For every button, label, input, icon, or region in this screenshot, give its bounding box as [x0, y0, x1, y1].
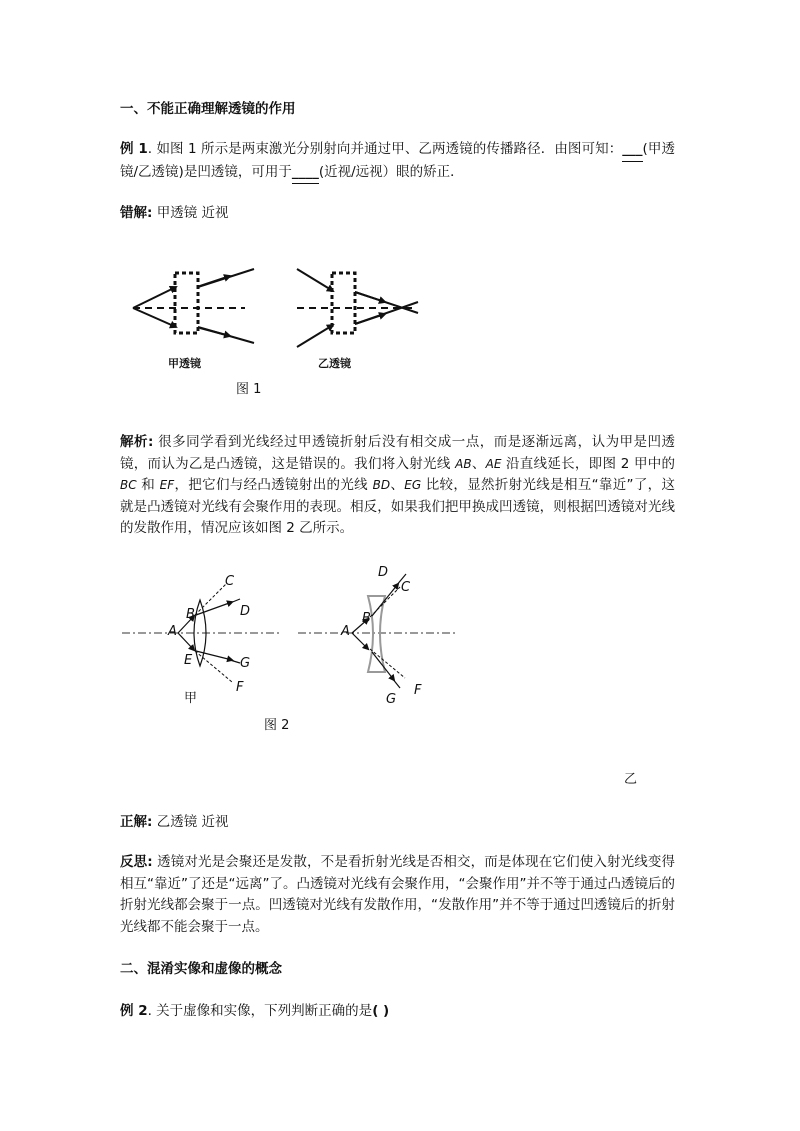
analysis-text-5: ，把它们与经凸透镜射出的光线	[174, 477, 373, 493]
fig2-left-label-a: A	[168, 624, 177, 639]
example-1-text-c: (近视/远视）眼的矫正．	[318, 163, 464, 180]
analysis-text-1: 很多同学看到光线经过甲透镜折射后没有相交成一点，而是逐渐远离，认为甲是凹透镜，而认为乙是凸透镜，这是错误的。我们将入射光线	[120, 434, 675, 472]
fig2-right-label-b: B	[362, 611, 371, 626]
figure-1-right-label: 乙透镜	[318, 357, 351, 370]
fig2-left-label-d: D	[240, 604, 251, 619]
section-1-title: 一、不能正确理解透镜的作用	[120, 101, 296, 117]
reflection-text: 透镜对光是会聚还是发散，不是看折射光线是否相交，而是体现在它们使入射光线变得相互“靠近”了还是“远离”了。凸透镜对光线有会聚作用，“会聚作用”并不等于通过凸透镜后的折射光线都会聚于一点。凹透镜对光线有发散作用，“发散作用”并不等于通过凹透镜后的折射光线都不能会聚于一点。	[120, 854, 675, 935]
concave-lens-diagram	[298, 574, 458, 688]
ray-bd: BD	[372, 478, 391, 492]
example-1	[120, 139, 675, 184]
correct-answer-text: 乙透镜 近视	[152, 814, 229, 830]
example-2	[120, 1000, 389, 1022]
figure-2-caption: 图 2	[264, 718, 290, 733]
fig2-left-label-g: G	[240, 656, 251, 671]
wrong-answer-label: 错解:	[120, 205, 153, 221]
lens-yi-diagram	[297, 269, 418, 347]
figure-1-left-label: 甲透镜	[168, 357, 201, 370]
analysis-text-4: 和	[136, 477, 160, 493]
example-1-text-a: . 如图 1 所示是两束激光分别射向并通过甲、乙两透镜的传播路径．由图可知：	[147, 141, 623, 157]
ray-ef: EF	[159, 478, 175, 492]
analysis-text-3: 沿直线延长，即图 2 甲中的	[501, 455, 676, 472]
analysis-paragraph	[120, 432, 675, 540]
example-1-text-b: (甲透镜/乙透镜)是凹透镜，可用于	[120, 141, 675, 180]
figure-1-caption: 图 1	[236, 382, 262, 397]
fig2-left-name: 甲	[184, 691, 198, 706]
ray-ae: AE	[485, 456, 502, 471]
fig2-right-label-a: A	[341, 624, 350, 639]
example-2-paren: ( )	[372, 1003, 390, 1019]
correct-answer-label: 正解:	[120, 814, 153, 830]
wrong-answer	[120, 202, 229, 224]
fig2-left-label-c: C	[225, 574, 235, 589]
example-1-label: 例 1	[120, 141, 148, 157]
figure-1	[0, 258, 800, 398]
lens-jia-diagram	[133, 269, 254, 343]
ray-ab: AB	[455, 456, 472, 471]
fig2-left-label-e: E	[184, 653, 193, 668]
example-1-blank-1: ___	[622, 139, 642, 162]
analysis-label: 解析:	[120, 434, 154, 450]
fig2-right-label-g: G	[386, 692, 397, 707]
correct-answer	[120, 811, 229, 833]
reflection-label: 反思:	[120, 854, 153, 870]
reflection-paragraph	[120, 852, 675, 938]
example-2-text: . 关于虚像和实像，下列判断正确的是	[147, 1003, 373, 1019]
fig2-right-label-c: C	[401, 580, 411, 595]
example-1-blank-2: ____	[292, 162, 319, 185]
example-2-label: 例 2	[120, 1003, 148, 1019]
wrong-answer-text: 甲透镜 近视	[152, 205, 229, 221]
fig2-right-label-f: F	[414, 683, 422, 698]
fig2-left-label-b: B	[186, 607, 195, 622]
fig2-right-label-d: D	[378, 565, 389, 580]
section-2-title: 二、混淆实像和虚像的概念	[120, 961, 282, 977]
ray-eg: EG	[404, 478, 422, 492]
analysis-text-7: 比较，显然折射光线是相互“靠近”了，这就是凸透镜对光线有会聚作用的表现。相反，如果我们把甲换成凹透镜，则根据凹透镜对光线的发散作用，情况应该如图 2 乙所示。	[120, 477, 676, 536]
analysis-text-2: 、	[471, 455, 486, 472]
convex-lens-diagram	[122, 584, 280, 682]
analysis-text-6: 、	[390, 477, 405, 493]
fig2-left-label-f: F	[236, 680, 244, 695]
figure-2	[0, 560, 800, 720]
figure-2-right-name: 乙	[624, 772, 638, 787]
ray-bc: BC	[120, 478, 137, 492]
